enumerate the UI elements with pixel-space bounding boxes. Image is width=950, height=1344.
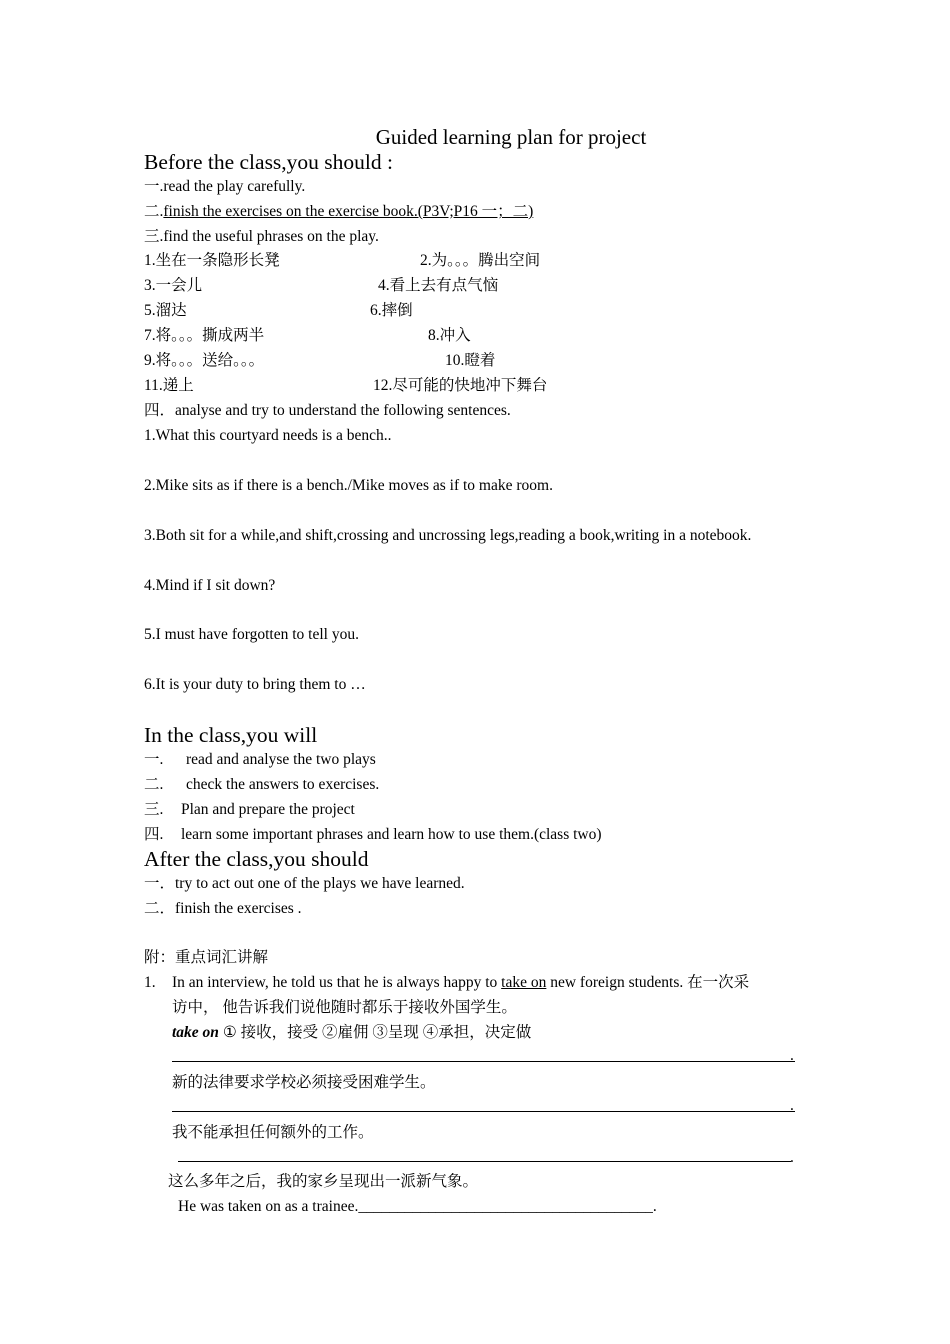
- before-item-4: 四．analyse and try to understand the following sentences.: [144, 402, 511, 419]
- inclass-item: check the answers to exercises.: [186, 776, 380, 793]
- appendix-translation: 访中， 他告诉我们说他随时都乐于接收外国学生。: [172, 999, 517, 1016]
- phrase-item: 3.一会儿: [144, 277, 203, 294]
- phrase-item: 9.将。。。送给。。。: [144, 352, 265, 369]
- answer-blank-line[interactable]: [172, 1061, 795, 1062]
- phrase-item: 7.将。。。撕成两半: [144, 327, 265, 344]
- answer-blank-line[interactable]: [172, 1111, 795, 1112]
- exercise-prompt: He was taken on as a trainee.______________________________________.: [178, 1198, 657, 1215]
- before-item-2: [144, 202, 533, 222]
- appendix-sentence-start: In an interview, he told us that he is always happy to: [172, 974, 502, 991]
- inclass-heading: In the class,you will: [144, 723, 318, 747]
- phrase-item: 4.看上去有点气恼: [378, 277, 499, 294]
- blank-period: .: [790, 1149, 794, 1166]
- phrase-item: 5.溜达: [144, 302, 187, 319]
- inclass-item: Plan and prepare the project: [181, 801, 355, 818]
- before-item-3: 三.find the useful phrases on the play.: [144, 228, 379, 245]
- appendix-item-number: 1.: [144, 974, 156, 991]
- term-definition: [172, 1023, 531, 1043]
- after-heading: After the class,you should: [144, 847, 369, 871]
- sentence-item: 1.What this courtyard needs is a bench..: [144, 427, 392, 444]
- inclass-item-number: 二.: [144, 776, 164, 793]
- phrase-item: 12.尽可能的快地冲下舞台: [373, 377, 548, 394]
- inclass-item-number: 四.: [144, 826, 164, 843]
- appendix-sentence: [172, 973, 749, 993]
- blank-period: .: [790, 1047, 794, 1064]
- exercise-book-reference: finish the exercises on the exercise book.(P3V;P16 一；二): [163, 203, 534, 220]
- term-keyword: take on: [172, 1024, 219, 1041]
- term-meanings: ① 接收，接受 ②雇佣 ③呈现 ④承担，决定做: [218, 1024, 532, 1041]
- before-item-2-number: 二.: [144, 203, 164, 220]
- blank-period: .: [790, 1097, 794, 1114]
- phrase-item: 10.瞪着: [445, 352, 496, 369]
- inclass-item: read and analyse the two plays: [186, 751, 376, 768]
- sentence-item: 4.Mind if I sit down?: [144, 577, 276, 594]
- inclass-item-number: 三.: [144, 801, 164, 818]
- sentence-item: 3.Both sit for a while,and shift,crossing and uncrossing legs,reading a book,writing in a notebook.: [144, 527, 752, 544]
- before-heading: Before the class,you should :: [144, 150, 393, 174]
- sentence-item: 2.Mike sits as if there is a bench./Mike moves as if to make room.: [144, 477, 553, 494]
- exercise-prompt: 我不能承担任何额外的工作。: [172, 1124, 374, 1141]
- phrase-item: 8.冲入: [428, 327, 471, 344]
- phrase-item: 6.摔倒: [370, 302, 413, 319]
- appendix-sentence-end: new foreign students. 在一次采: [546, 974, 750, 991]
- sentence-item: 5.I must have forgotten to tell you.: [144, 626, 359, 643]
- exercise-prompt: 这么多年之后，我的家乡呈现出一派新气象。: [168, 1173, 479, 1190]
- answer-blank-line[interactable]: [178, 1161, 791, 1162]
- phrase-item: 2.为。。。腾出空间: [420, 252, 541, 269]
- inclass-item: learn some important phrases and learn how to use them.(class two): [181, 826, 602, 843]
- after-item: 二．finish the exercises .: [144, 900, 302, 917]
- phrase-item: 1.坐在一条隐形长凳: [144, 252, 280, 269]
- page-title: Guided learning plan for project: [375, 125, 647, 149]
- sentence-item: 6.It is your duty to bring them to …: [144, 676, 366, 693]
- before-item-1: 一.read the play carefully.: [144, 178, 306, 195]
- appendix-heading: 附：重点词汇讲解: [144, 949, 269, 966]
- exercise-prompt: 新的法律要求学校必须接受困难学生。: [172, 1074, 436, 1091]
- inclass-item-number: 一.: [144, 751, 164, 768]
- key-phrase: take on: [501, 974, 547, 991]
- after-item: 一．try to act out one of the plays we have learned.: [144, 875, 465, 892]
- phrase-item: 11.递上: [144, 377, 194, 394]
